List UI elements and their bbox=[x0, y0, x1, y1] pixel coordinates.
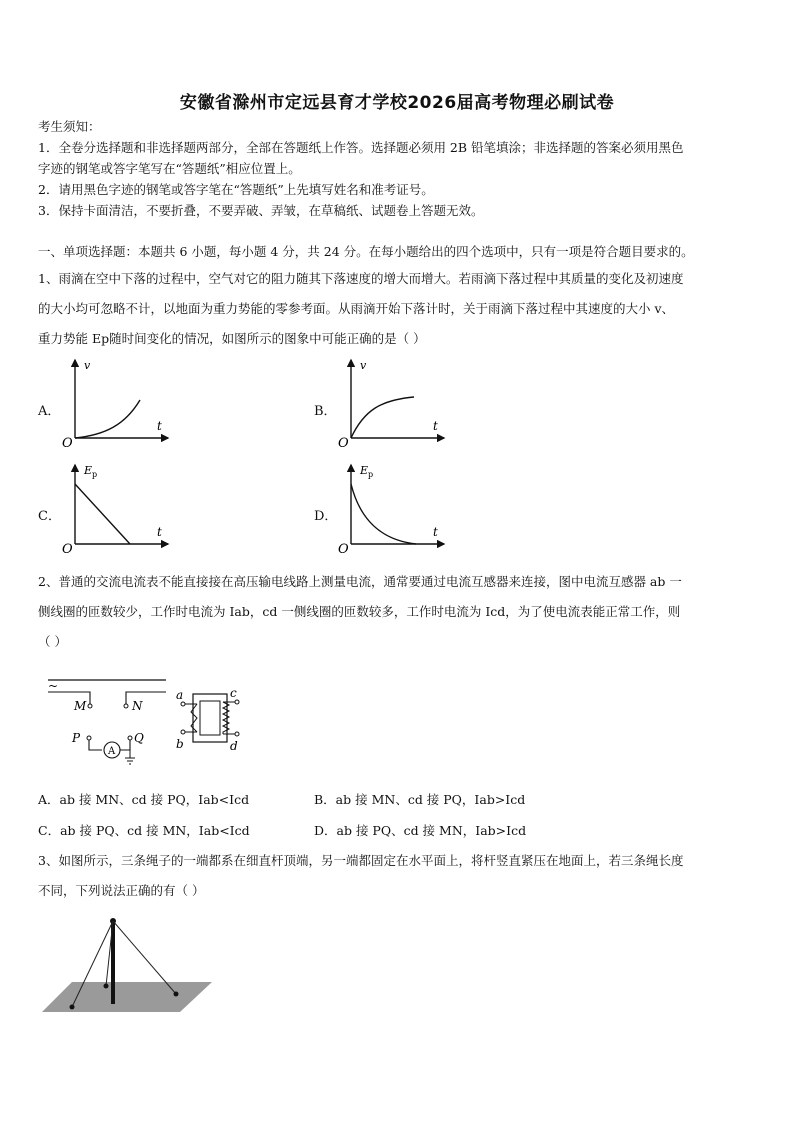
terminal-b: b bbox=[176, 737, 184, 751]
axis-t-label: t bbox=[157, 419, 162, 433]
axis-t-label: t bbox=[433, 419, 438, 433]
option-b-label: B． bbox=[314, 404, 337, 419]
question-2-option-d: D．ab 接 PQ、cd 接 MN，Iab>Icd bbox=[314, 823, 527, 838]
question-2-text: 2、普通的交流电流表不能直接接在高压输电线路上测量电流，通常要通过电流互感器来连接，图中电流互感器 ab 一 bbox=[38, 574, 682, 589]
axis-v-label: v bbox=[360, 359, 367, 372]
question-2-text: 侧线圈的匝数较少，工作时电流为 Iab，cd 一侧线圈的匝数较多，工作时电流为 Icd，为了使电流表能正常工作，则 bbox=[38, 604, 681, 619]
ground-plane bbox=[42, 982, 212, 1012]
current-transformer-circuit bbox=[42, 672, 242, 772]
origin-label: O bbox=[338, 542, 349, 557]
option-a-label: A． bbox=[38, 404, 61, 419]
axis-e-subscript: p bbox=[368, 470, 374, 479]
terminal-d: d bbox=[230, 739, 238, 753]
question-2-option-b: B．ab 接 MN、cd 接 PQ，Iab>Icd bbox=[314, 792, 526, 807]
graph-a bbox=[60, 355, 180, 450]
notice-heading: 考生须知： bbox=[38, 119, 101, 134]
question-1-text: 1、雨滴在空中下落的过程中，空气对它的阻力随其下落速度的增大而增大。若雨滴下落过程中其质量的变化及初速度 bbox=[38, 271, 684, 286]
option-d-label: D． bbox=[314, 509, 338, 524]
question-2-text: （ ） bbox=[38, 634, 67, 649]
axis-v-label: v bbox=[84, 359, 91, 372]
page-title: 安徽省滁州市定远县育才学校2026届高考物理必刷试卷 bbox=[179, 93, 615, 113]
axis-t-label: t bbox=[157, 525, 162, 539]
terminal-n: N bbox=[132, 699, 143, 713]
axis-e-label: E bbox=[84, 464, 93, 477]
notice-item: 字迹的钢笔或答字笔写在“答题纸”相应位置上。 bbox=[38, 161, 301, 176]
section-heading: 一、单项选择题：本题共 6 小题，每小题 4 分，共 24 分。在每小题给出的四个选项中，只有一项是符合题目要求的。 bbox=[38, 244, 694, 259]
terminal-m: M bbox=[74, 699, 87, 713]
option-c-label: C． bbox=[38, 509, 61, 524]
terminal-c: c bbox=[230, 686, 237, 700]
graph-c bbox=[60, 460, 180, 555]
question-2-option-a: A．ab 接 MN、cd 接 PQ，Iab<Icd bbox=[38, 792, 250, 807]
notice-item: 3．保持卡面清洁，不要折叠，不要弄破、弄皱，在草稿纸、试题卷上答题无效。 bbox=[38, 203, 484, 218]
question-1-text: 的大小均可忽略不计，以地面为重力势能的零参考面。从雨滴开始下落计时，关于雨滴下落过程中其速度的大小 v、 bbox=[38, 301, 675, 316]
pole-rope-figure bbox=[40, 912, 215, 1017]
axis-e-subscript: p bbox=[92, 470, 98, 479]
notice-item: 1．全卷分选择题和非选择题两部分，全部在答题纸上作答。选择题必须用 2B 铅笔填涂；非选择题的答案必须用黑色 bbox=[38, 140, 684, 155]
origin-label: O bbox=[62, 436, 73, 451]
origin-label: O bbox=[62, 542, 73, 557]
question-2-option-c: C．ab 接 PQ、cd 接 MN，Iab<Icd bbox=[38, 823, 250, 838]
axis-e-label: E bbox=[360, 464, 369, 477]
ammeter-label: A bbox=[108, 746, 116, 757]
notice-item: 2．请用黑色字迹的钢笔或答字笔在“答题纸”上先填写姓名和准考证号。 bbox=[38, 182, 434, 197]
question-3-text: 3、如图所示，三条绳子的一端都系在细直杆顶端，另一端都固定在水平面上，将杆竖直紧压在地面上，若三条绳长度 bbox=[38, 853, 684, 868]
question-1-text: 重力势能 Ep随时间变化的情况，如图所示的图象中可能正确的是（ ） bbox=[38, 331, 426, 346]
graph-d bbox=[336, 460, 456, 555]
terminal-a: a bbox=[176, 688, 184, 702]
question-3-text: 不同，下列说法正确的有（ ） bbox=[38, 883, 205, 898]
terminal-q: Q bbox=[134, 731, 144, 745]
ac-symbol: ~ bbox=[48, 679, 59, 693]
terminal-p: P bbox=[72, 731, 81, 745]
axis-t-label: t bbox=[433, 525, 438, 539]
origin-label: O bbox=[338, 436, 349, 451]
graph-b bbox=[336, 355, 456, 450]
